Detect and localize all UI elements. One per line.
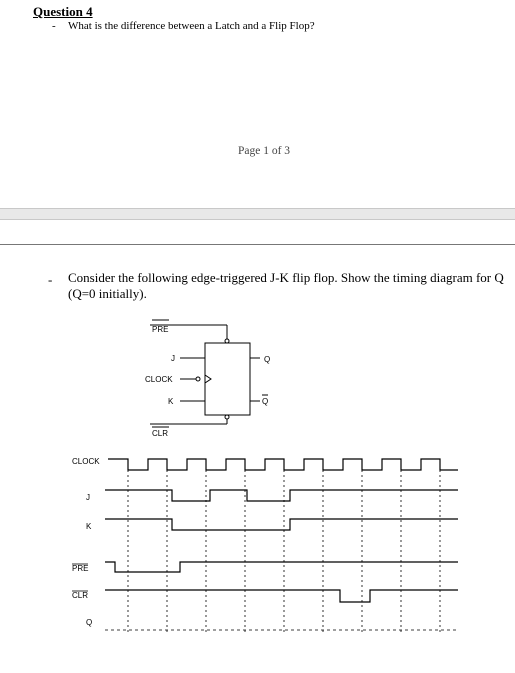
clr-bubble <box>225 415 229 419</box>
timing-clr-label: CLR <box>72 591 89 600</box>
ff-clr-label: CLR <box>152 429 169 438</box>
pre-bubble <box>225 339 229 343</box>
question-title: Question 4 <box>33 4 93 19</box>
question-bullet: - <box>52 20 56 32</box>
timing-clock-label: CLOCK <box>72 457 100 466</box>
ff-j-label: J <box>171 354 175 363</box>
page-gap-band <box>0 208 515 220</box>
timing-j-label: J <box>86 493 90 502</box>
ff-pre-label: PRE <box>152 325 169 334</box>
page-number-label: Page 1 of 3 <box>238 145 291 157</box>
question-text: What is the difference between a Latch and a Flip Flop? <box>68 20 315 32</box>
clock-waveform <box>108 459 458 470</box>
j-waveform <box>105 490 458 501</box>
problem-text: Consider the following edge-triggered J-K flip flop. Show the timing diagram for Q (Q=0 initially). <box>68 270 504 301</box>
ff-q-label: Q <box>264 355 271 364</box>
timing-k-label: K <box>86 522 92 531</box>
jk-flipflop-diagram <box>0 310 515 650</box>
timing-q-label: Q <box>86 618 93 627</box>
clock-edge-guides <box>128 460 440 632</box>
ff-k-label: K <box>168 397 174 406</box>
clr-waveform <box>105 590 458 602</box>
problem-bullet: - <box>48 272 53 287</box>
k-waveform <box>105 519 458 530</box>
timing-pre-label: PRE <box>72 564 89 573</box>
ff-clock-label: CLOCK <box>145 375 173 384</box>
page-separator <box>0 244 515 245</box>
clock-bubble <box>196 377 200 381</box>
clock-triangle <box>205 375 211 383</box>
pre-waveform <box>105 562 458 572</box>
ff-qbar-label: Q <box>262 397 269 406</box>
